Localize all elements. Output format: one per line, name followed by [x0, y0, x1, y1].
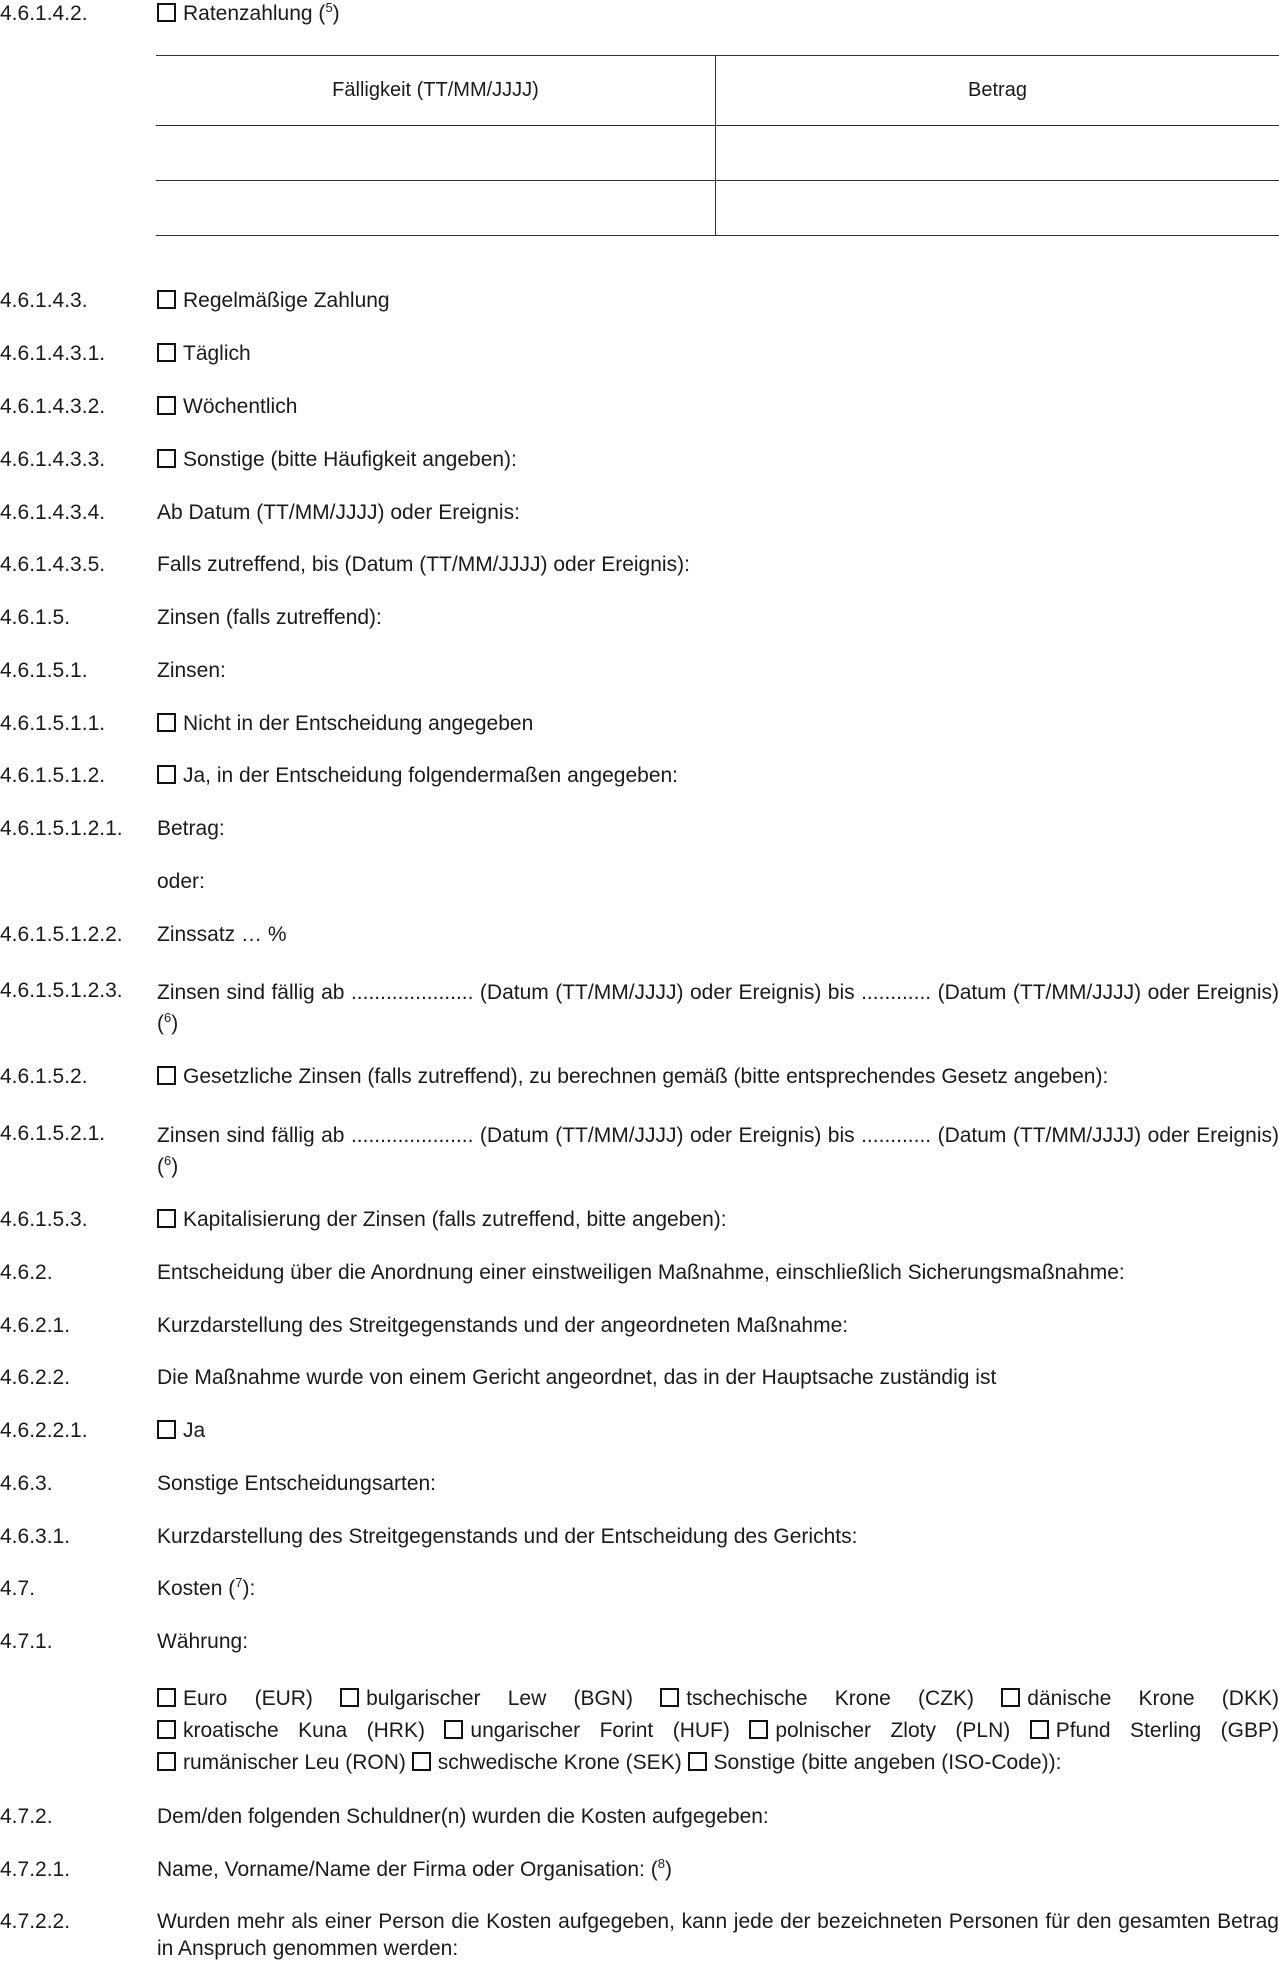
checkbox[interactable] — [157, 1720, 176, 1739]
section-number: 4.6.2.2.1. — [0, 1419, 88, 1442]
due-date-cell[interactable] — [156, 181, 714, 234]
section-number: 4.7.2.2. — [0, 1910, 71, 1933]
section-number: 4.6.1.4.3. — [0, 289, 88, 312]
section-text: Zinsen sind fällig ab ..................... (Datum (TT/MM/JJJJ) oder Ereignis) bis ............ (Datum (TT/MM/JJJJ) oder Ereignis) ($^6$) — [157, 981, 1279, 1035]
section-text: Regelmäßige Zahlung — [157, 287, 1279, 315]
currency-option-czk[interactable]: tschechische Krone (CZK) — [660, 1687, 974, 1710]
section-text: Kosten ($^7$): — [157, 1575, 256, 1600]
checkbox[interactable] — [157, 449, 176, 468]
amount-cell[interactable] — [717, 126, 1279, 179]
section-number: 4.6.1.5.1.2.3. — [0, 979, 123, 1002]
table-rule — [156, 55, 1279, 56]
currency-option-ron[interactable]: rumänischer Leu (RON) — [157, 1751, 406, 1774]
section-text: Wurden mehr als einer Person die Kosten aufgegeben, kann jede der bezeichneten Personen für den gesamten Betrag in Anspruch genommen werden: — [157, 1910, 1279, 1960]
checkbox[interactable] — [688, 1752, 707, 1771]
section-text: Kurzdarstellung des Streitgegenstands und der angeordneten Maßnahme: — [157, 1314, 849, 1337]
section-text: Ab Datum (TT/MM/JJJJ) oder Ereignis: — [157, 501, 520, 524]
section-number: 4.7.1. — [0, 1630, 53, 1653]
checkbox[interactable] — [157, 1209, 176, 1228]
section-text: Zinsen (falls zutreffend): — [157, 606, 382, 629]
section-number: 4.6.1.4.3.3. — [0, 448, 106, 471]
section-text: Kurzdarstellung des Streitgegenstands und der Entscheidung des Gerichts: — [157, 1525, 858, 1548]
section-number: 4.6.1.5.2. — [0, 1065, 88, 1088]
section-number: 4.6.1.4.3.2. — [0, 395, 106, 418]
section-number: 4.6.1.5.2.1. — [0, 1122, 106, 1145]
currency-option-pln[interactable]: polnischer Zloty (PLN) — [749, 1719, 1010, 1742]
section-number: 4.6.2.1. — [0, 1314, 71, 1337]
checkbox[interactable] — [1001, 1688, 1020, 1707]
section-text: Betrag: — [157, 817, 225, 840]
section-number: 4.6.1.4.3.5. — [0, 553, 106, 576]
section-number: 4.6.1.5.1.2.2. — [0, 923, 123, 946]
checkbox[interactable] — [444, 1720, 463, 1739]
section-text: Täglich — [157, 340, 1279, 368]
checkbox[interactable] — [157, 1420, 176, 1439]
section-text: Ja, in der Entscheidung folgendermaßen angegeben: — [157, 762, 1279, 790]
installment-table — [156, 55, 1279, 235]
section-text: oder: — [157, 870, 205, 893]
section-text: Die Maßnahme wurde von einem Gericht angeordnet, das in der Hauptsache zuständig ist — [157, 1366, 997, 1389]
section-text: Sonstige Entscheidungsarten: — [157, 1472, 437, 1495]
section-text: Kapitalisierung der Zinsen (falls zutreffend, bitte angeben): — [157, 1206, 1279, 1234]
currency-option-eur[interactable]: Euro (EUR) — [157, 1687, 313, 1710]
checkbox[interactable] — [660, 1688, 679, 1707]
section-text: Nicht in der Entscheidung angegeben — [157, 710, 1279, 738]
section-number: 4.6.1.5. — [0, 606, 71, 629]
section-number: 4.7.2.1. — [0, 1858, 71, 1881]
checkbox[interactable] — [157, 343, 176, 362]
currency-option-bgn[interactable]: bulgarischer Lew (BGN) — [340, 1687, 633, 1710]
section-text: Ratenzahlung ($^5$) — [157, 0, 1279, 28]
section-number: 4.7.2. — [0, 1805, 53, 1828]
currency-option-gbp[interactable]: Pfund Sterling (GBP) — [1030, 1719, 1279, 1742]
currency-options — [157, 1683, 1279, 1779]
section-text: Dem/den folgenden Schuldner(n) wurden die Kosten aufgegeben: — [157, 1805, 769, 1828]
checkbox[interactable] — [157, 1688, 176, 1707]
column-header-amount: Betrag — [968, 79, 1027, 101]
checkbox[interactable] — [157, 765, 176, 784]
section-text: Falls zutreffend, bis (Datum (TT/MM/JJJJ) oder Ereignis): — [157, 553, 690, 576]
section-number: 4.6.1.5.3. — [0, 1208, 88, 1231]
section-text: Name, Vorname/Name der Firma oder Organisation: ($^8$) — [157, 1856, 672, 1881]
column-header-due-date: Fälligkeit (TT/MM/JJJJ) — [332, 79, 539, 101]
checkbox[interactable] — [157, 1066, 176, 1085]
currency-option-dkk[interactable]: dänische Krone (DKK) — [1001, 1687, 1279, 1710]
checkbox[interactable] — [157, 396, 176, 415]
section-number: 4.6.2. — [0, 1261, 53, 1284]
section-text: Währung: — [157, 1630, 249, 1653]
checkbox[interactable] — [157, 1752, 176, 1771]
section-number: 4.6.1.5.1.2. — [0, 764, 106, 787]
section-number: 4.6.2.2. — [0, 1366, 71, 1389]
section-number: 4.6.1.5.1.1. — [0, 712, 106, 735]
due-date-cell[interactable] — [156, 126, 714, 179]
currency-option-hrk[interactable]: kroatische Kuna (HRK) — [157, 1719, 425, 1742]
currency-option-sek[interactable]: schwedische Krone (SEK) — [412, 1751, 682, 1774]
section-number: 4.6.1.4.3.1. — [0, 342, 106, 365]
table-rule — [156, 235, 1279, 236]
checkbox[interactable] — [157, 3, 176, 22]
section-number: 4.6.3. — [0, 1472, 53, 1495]
checkbox[interactable] — [157, 713, 176, 732]
checkbox[interactable] — [340, 1688, 359, 1707]
amount-cell[interactable] — [717, 181, 1279, 234]
checkbox[interactable] — [157, 290, 176, 309]
section-text: Zinsen sind fällig ab ..................... (Datum (TT/MM/JJJJ) oder Ereignis) bis ............ (Datum (TT/MM/JJJJ) oder Ereignis) ($^6$) — [157, 1124, 1279, 1178]
section-number: 4.6.1.4.2. — [0, 2, 88, 25]
section-text: Entscheidung über die Anordnung einer einstweiligen Maßnahme, einschließlich Sicherungsmaßnahme: — [157, 1261, 1125, 1284]
section-text: Zinsen: — [157, 659, 226, 682]
section-text: Gesetzliche Zinsen (falls zutreffend), zu berechnen gemäß (bitte entsprechendes Gesetz angeben): — [157, 1063, 1279, 1091]
section-number: 4.6.1.5.1.2.1. — [0, 817, 123, 840]
section-number: 4.6.3.1. — [0, 1525, 71, 1548]
checkbox[interactable] — [1030, 1720, 1049, 1739]
checkbox[interactable] — [749, 1720, 768, 1739]
currency-option-huf[interactable]: ungarischer Forint (HUF) — [444, 1719, 729, 1742]
checkbox[interactable] — [412, 1752, 431, 1771]
currency-option-other[interactable]: Sonstige (bitte angeben (ISO-Code)): — [688, 1751, 1062, 1774]
section-text: Ja — [157, 1417, 1279, 1445]
section-number: 4.6.1.5.1. — [0, 659, 88, 682]
section-number: 4.7. — [0, 1577, 36, 1600]
section-number: 4.6.1.4.3.4. — [0, 501, 106, 524]
section-text: Wöchentlich — [157, 393, 1279, 421]
section-text: Sonstige (bitte Häufigkeit angeben): — [157, 446, 1279, 474]
section-text: Zinssatz … % — [157, 923, 287, 946]
